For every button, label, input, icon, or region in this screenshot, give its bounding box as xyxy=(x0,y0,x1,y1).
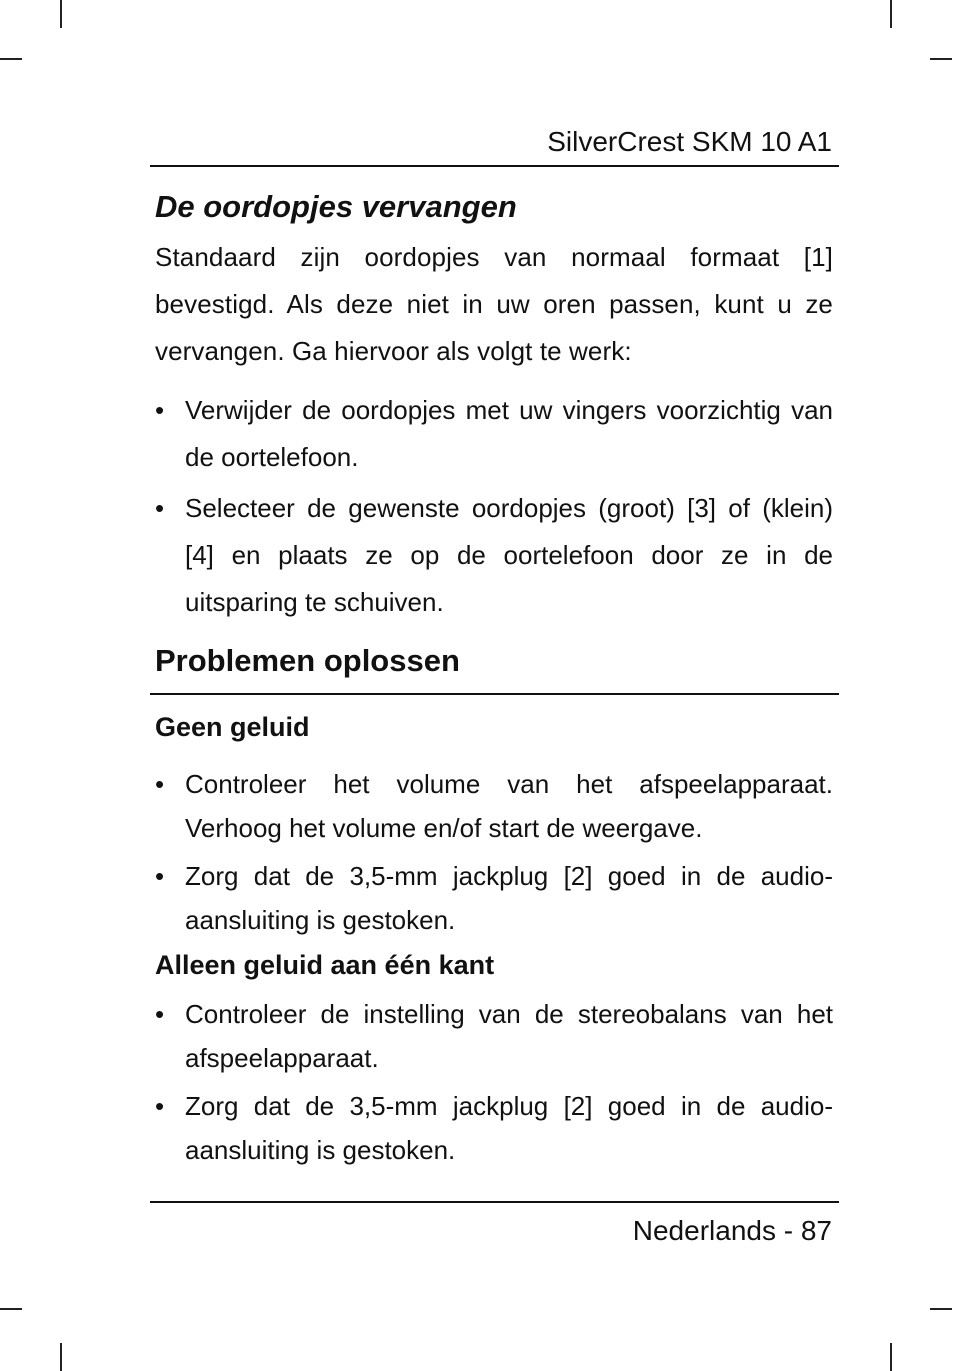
bullet-icon: • xyxy=(155,395,165,425)
heading-troubleshooting: Problemen oplossen xyxy=(155,643,460,678)
crop-mark-top-left xyxy=(60,0,62,28)
crop-mark-bottom-right-h xyxy=(930,1308,952,1310)
bullet-icon: • xyxy=(155,769,165,799)
header-rule xyxy=(150,165,839,167)
list-item xyxy=(155,992,833,1080)
replace-intro-paragraph: Standaard zijn oordopjes van normaal formaat [1] bevestigd. Als deze niet in uw oren passen, kunt u ze vervangen. Ga hiervoor als volgt te werk: xyxy=(155,242,833,366)
page-content xyxy=(155,184,833,684)
list-item xyxy=(155,854,833,942)
list-item xyxy=(155,762,833,850)
bullet-icon: • xyxy=(155,861,165,891)
crop-mark-top-right xyxy=(890,0,892,28)
list-item xyxy=(155,387,833,481)
list-item-text: Selecteer de gewenste oordopjes (groot) [3] of (klein) [4] en plaats ze op de oortelefoon door ze in de uitsparing te schuiven. xyxy=(185,493,833,617)
bullet-icon: • xyxy=(155,999,165,1029)
list-item-text: Controleer het volume van het afspeelapparaat. Verhoog het volume en/of start de weergave. xyxy=(185,769,833,843)
crop-mark-top-left-h xyxy=(0,58,22,60)
no-sound-list xyxy=(155,762,833,942)
bullet-icon: • xyxy=(155,493,165,523)
replace-steps-list xyxy=(155,387,833,626)
heading-replace-earplugs: De oordopjes vervangen xyxy=(155,189,517,224)
running-header: SilverCrest SKM 10 A1 xyxy=(547,126,832,157)
crop-mark-bottom-left-h xyxy=(0,1308,22,1310)
list-item xyxy=(155,1084,833,1172)
list-item-text: Zorg dat de 3,5-mm jackplug [2] goed in de audio-aansluiting is gestoken. xyxy=(185,1091,833,1165)
footer-rule xyxy=(150,1201,839,1203)
list-item-text: Zorg dat de 3,5-mm jackplug [2] goed in de audio-aansluiting is gestoken. xyxy=(185,861,833,935)
crop-mark-top-right-h xyxy=(930,58,952,60)
crop-mark-bottom-left xyxy=(60,1343,62,1371)
page-number: Nederlands - 87 xyxy=(632,1215,832,1246)
heading-one-side-sound: Alleen geluid aan één kant xyxy=(155,950,495,980)
bullet-icon: • xyxy=(155,1091,165,1121)
section-rule xyxy=(150,693,839,695)
list-item-text: Controleer de instelling van de stereobalans van het afspeelapparaat. xyxy=(185,999,833,1073)
list-item-text: Verwijder de oordopjes met uw vingers voorzichtig van de oortelefoon. xyxy=(185,395,833,472)
crop-mark-bottom-right xyxy=(890,1343,892,1371)
one-side-list xyxy=(155,992,833,1172)
troubleshooting-content xyxy=(155,706,833,1172)
list-item xyxy=(155,485,833,626)
heading-no-sound: Geen geluid xyxy=(155,712,310,742)
